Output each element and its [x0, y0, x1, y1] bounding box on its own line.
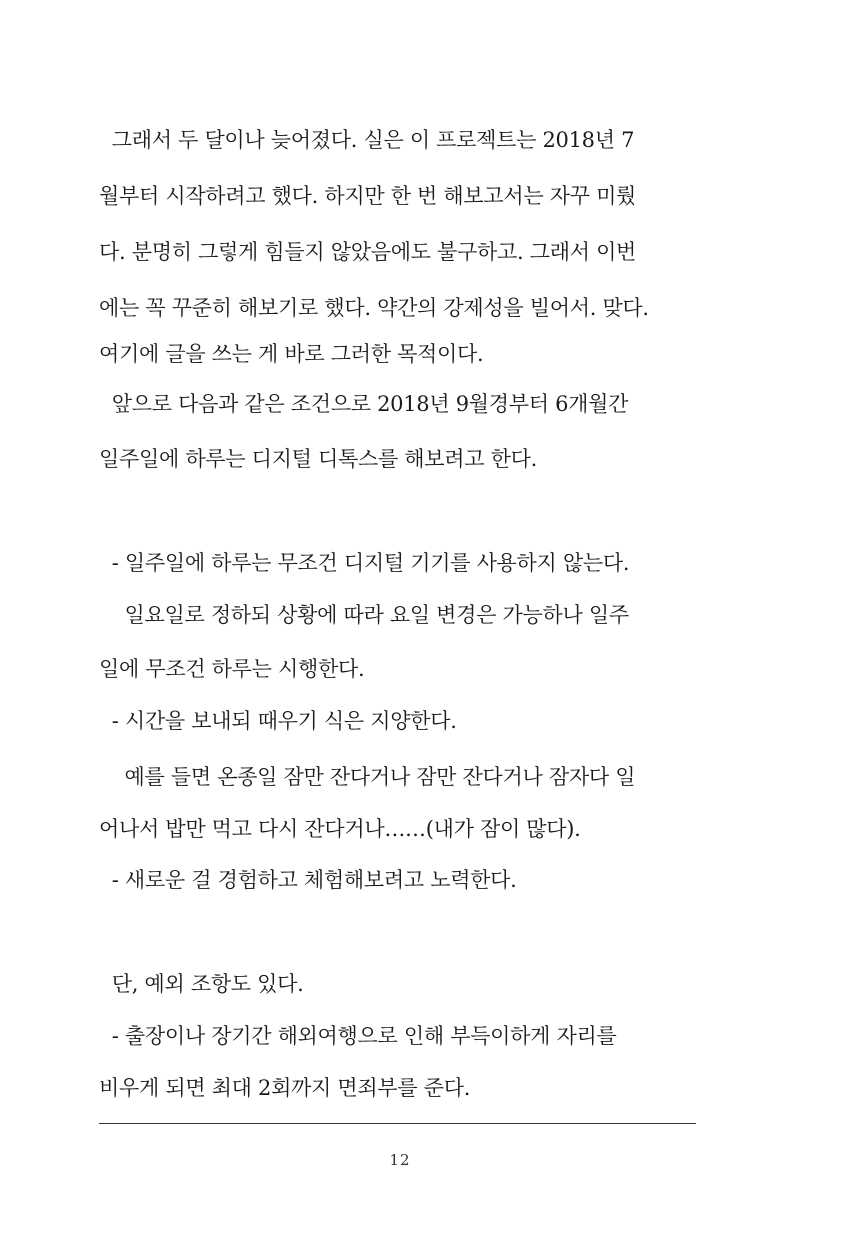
- body-text-line: 일주일에 하루는 디지털 디톡스를 해보려고 한다.: [99, 447, 537, 471]
- exception-item-line: - 출장이나 장기간 해외여행으로 인해 부득이하게 자리를: [99, 1024, 617, 1048]
- footer-divider: [99, 1123, 696, 1124]
- rule-item-line: - 시간을 보내되 때우기 식은 지양한다.: [99, 709, 457, 733]
- body-text-line: 그래서 두 달이나 늦어졌다. 실은 이 프로젝트는 2018년 7: [99, 128, 635, 152]
- body-text-line: 에는 꼭 꾸준히 해보기로 했다. 약간의 강제성을 빌어서. 맞다.: [99, 296, 649, 320]
- rule-item-line: - 새로운 걸 경험하고 체험해보려고 노력한다.: [99, 868, 517, 892]
- exception-heading-line: 단, 예외 조항도 있다.: [99, 972, 304, 996]
- exception-item-line: 비우게 되면 최대 2회까지 면죄부를 준다.: [99, 1076, 471, 1100]
- page-number: 12: [389, 1151, 411, 1169]
- rule-detail-line: 어나서 밥만 먹고 다시 잔다거나……(내가 잠이 많다).: [99, 817, 581, 841]
- body-text-line: 여기에 글을 쓰는 게 바로 그러한 목적이다.: [99, 342, 484, 366]
- body-text-line: 월부터 시작하려고 했다. 하지만 한 번 해보고서는 자꾸 미뤘: [99, 184, 637, 208]
- rule-detail-line: 일요일로 정하되 상황에 따라 요일 변경은 가능하나 일주: [99, 603, 629, 627]
- rule-detail-line: 일에 무조건 하루는 시행한다.: [99, 657, 365, 681]
- body-text-line: 다. 분명히 그렇게 힘들지 않았음에도 불구하고. 그래서 이번: [99, 240, 637, 264]
- rule-detail-line: 예를 들면 온종일 잠만 잔다거나 잠만 잔다거나 잠자다 일: [99, 765, 636, 789]
- body-text-line: 앞으로 다음과 같은 조건으로 2018년 9월경부터 6개월간: [99, 392, 629, 416]
- rule-item-line: - 일주일에 하루는 무조건 디지털 기기를 사용하지 않는다.: [99, 551, 630, 575]
